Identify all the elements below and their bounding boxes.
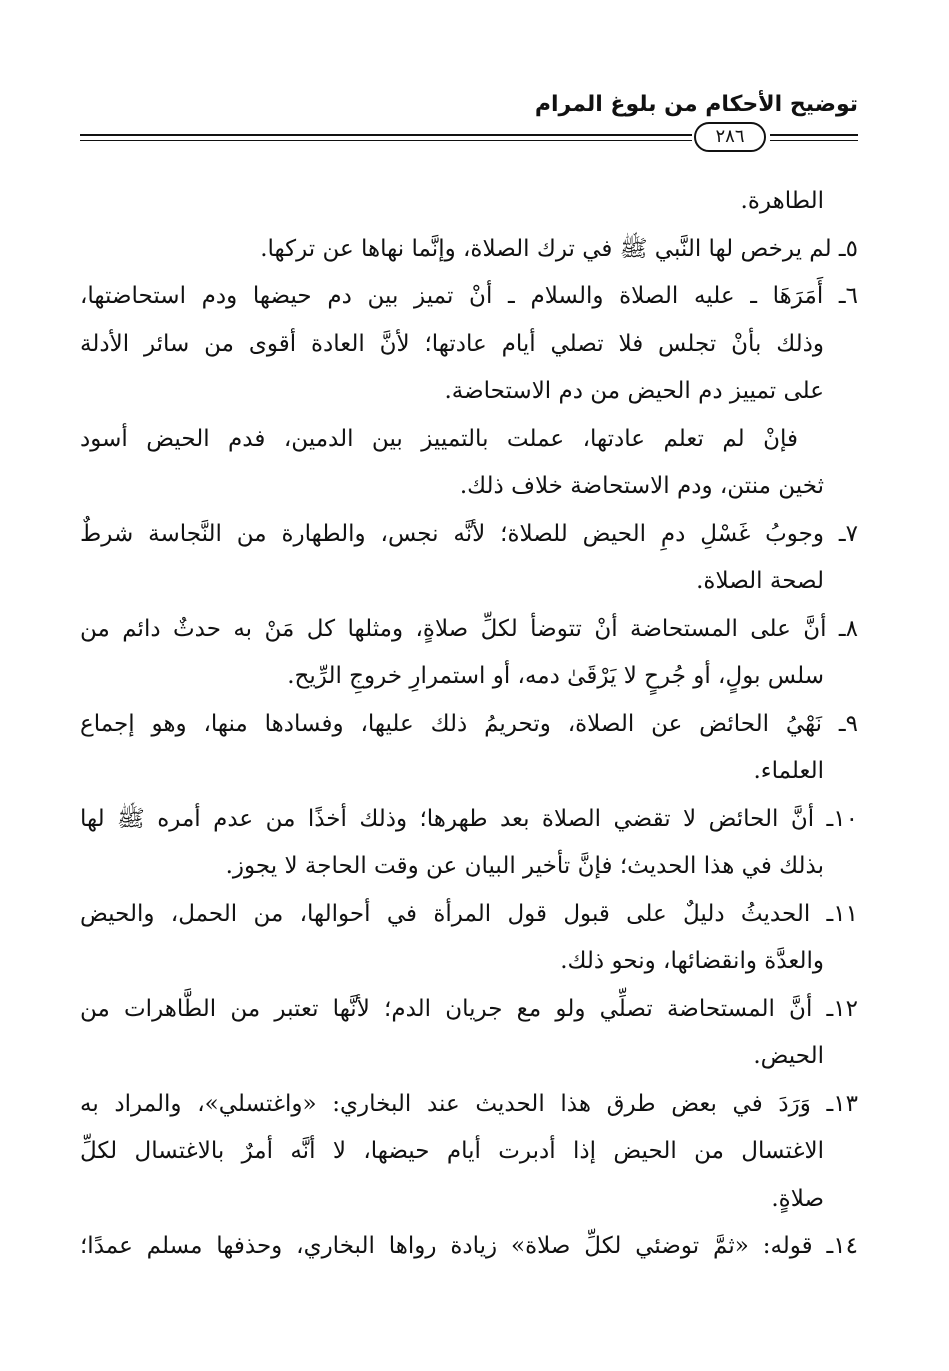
text-line: ١٠ـ أنَّ الحائض لا تقضي الصلاة بعد طهرها؛ وذلك أخذًا من عدم أمره ﷺ لها: [80, 805, 858, 832]
text-line: ٥ـ لم يرخص لها النَّبي ﷺ في ترك الصلاة، وإنَّما نهاها عن تركها.: [260, 235, 858, 262]
text-line: والعدَّة وانقضائها، ونحو ذلك.: [560, 948, 824, 974]
header-rule-thin: [80, 140, 692, 141]
header-rule-right: [770, 134, 858, 136]
text-line: وذلك بأنْ تجلس فلا تصلي أيام عادتها؛ لأنَّ العادة أقوى من سائر الأدلة: [80, 330, 824, 357]
text-line: صلاةٍ.: [771, 1185, 824, 1212]
page-body: [80, 178, 858, 1271]
page-header: [80, 92, 858, 164]
text-line: فإنْ لم تعلم عادتها، عملت بالتمييز بين الدمين، فدم الحيض أسود: [80, 425, 798, 452]
text-line: ثخين منتن، ودم الاستحاضة خلاف ذلك.: [459, 473, 824, 499]
header-rule: [80, 134, 692, 136]
text-line: ٦ـ أَمَرَهَا ـ عليه الصلاة والسلام ـ أنْ تميز بين دم حيضها ودم استحاضتها،: [80, 283, 858, 309]
text-line: ١٤ـ قوله: «ثمَّ توضئي لكلِّ صلاة» زيادة رواها البخاري، وحذفها مسلم عمدًا؛: [80, 1233, 858, 1259]
text-line: سلس بولٍ، أو جُرحٍ لا يَرْقَىٰ دمه، أو استمرارِ خروجِ الرِّيح.: [287, 663, 824, 689]
text-line: بذلك في هذا الحديث؛ فإنَّ تأخير البيان عن وقت الحاجة لا يجوز.: [225, 853, 824, 879]
text-line: الحيض.: [753, 1043, 824, 1069]
page-number: ٢٨٦: [694, 122, 766, 152]
text-line: ٧ـ وجوبُ غَسْلِ دمِ الحيض للصلاة؛ لأنَّه نجس، والطهارة من النَّجاسة شرطٌ: [80, 520, 858, 547]
text-line: العلماء.: [753, 758, 824, 784]
text-line: على تمييز دم الحيض من دم الاستحاضة.: [444, 378, 824, 404]
text-line: ١١ـ الحديثُ دليلٌ على قبول قول المرأة في أحوالها، من الحمل، والحيض: [80, 900, 858, 927]
book-title: توضيح الأحكام من بلوغ المرام: [534, 92, 858, 117]
text-line: الاغتسال من الحيض إذا أدبرت أيام حيضها، لا أنَّه أمرٌ بالاغتسال لكلِّ: [80, 1138, 824, 1164]
text-line: ٩ـ نَهْيُ الحائض عن الصلاة، وتحريمُ ذلك عليها، وفسادها منها، وهو إجماع: [80, 710, 858, 737]
text-line: ٨ـ أنَّ على المستحاضة أنْ تتوضأ لكلِّ صلاةٍ، ومثلها كل مَنْ به حدثٌ دائم من: [80, 615, 858, 642]
text-line: الطاهرة.: [740, 188, 824, 214]
header-rule-right-thin: [770, 140, 858, 141]
text-line: لصحة الصلاة.: [696, 568, 824, 594]
text-line: ١٢ـ أنَّ المستحاضة تصلِّي ولو مع جريان الدم؛ لأنَّها تعتبر من الطَّاهرات من: [80, 995, 858, 1022]
text-line: ١٣ـ وَرَدَ في بعض طرق هذا الحديث عند البخاري: «واغتسلي»، والمراد به: [80, 1090, 858, 1117]
